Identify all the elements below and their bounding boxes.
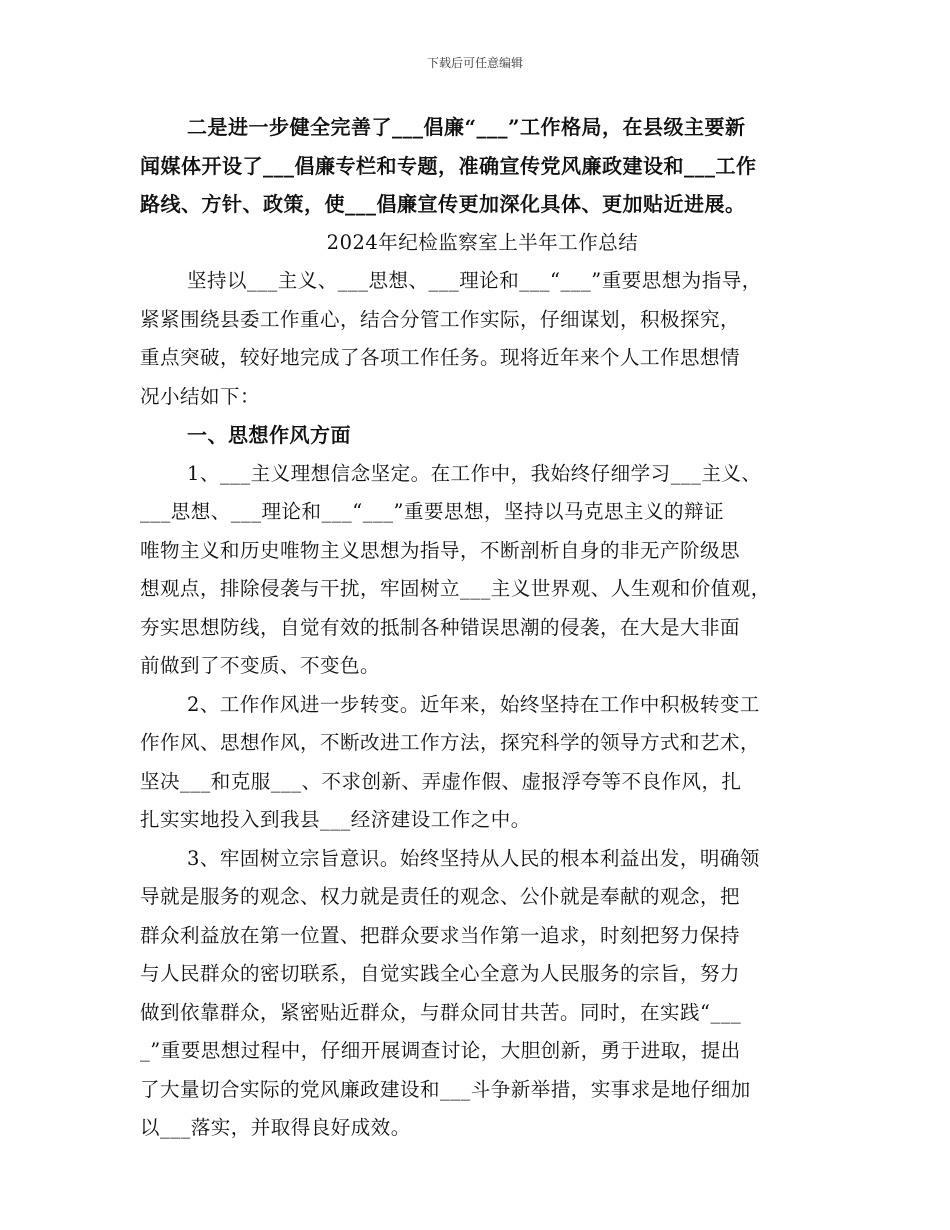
paragraph-line: 做到依靠群众，紧密贴近群众，与群众同甘共苦。同时，在实践“___ [140, 1000, 742, 1024]
paragraph-line: 重点突破，较好地完成了各项工作任务。现将近年来个人工作思想情 [140, 346, 741, 369]
paragraph-line: 1、___主义理想信念坚定。在工作中，我始终仔细学习___主义、 [187, 461, 762, 485]
paragraph-line: 与人民群众的密切联系，自觉实践全心全意为人民服务的宗旨，努力 [140, 962, 741, 985]
paragraph-line: 想观点，排除侵袭与干扰，牢固树立___主义世界观、人生观和价值观， [140, 577, 771, 600]
paragraph-line: 紧紧围绕县委工作重心，结合分管工作实际，仔细谋划，积极探究， [140, 307, 741, 331]
paragraph-line: 2、工作作风进一步转变。近年来，始终坚持在工作中积极转变工 [187, 692, 760, 716]
document-body [140, 108, 825, 1148]
document-title: 2024年纪检监察室上半年工作总结 [326, 230, 639, 254]
paragraph-line: 作作风、思想作风，不断改进工作方法，探究科学的领导方式和艺术， [140, 731, 761, 754]
paragraph-line: 以___落实，并取得良好成效。 [140, 1116, 411, 1139]
page-header: 下载后可任意编辑 [426, 56, 523, 70]
paragraph-line: 扎实实地投入到我县___经济建设工作之中。 [140, 808, 531, 831]
paragraph-line: 导就是服务的观念、权力就是责任的观念、公仆就是奉献的观念，把 [140, 885, 741, 908]
paragraph-line: 了大量切合实际的党风廉政建设和___斗争新举措，实事求是地仔细加 [140, 1077, 751, 1101]
paragraph-line: 坚决___和克服___、不求创新、弄虚作假、虚报浮夸等不良作风，扎 [140, 769, 742, 793]
paragraph-line: _”重要思想过程中，仔细开展调查讨论，大胆创新，勇于进取，提出 [140, 1039, 741, 1062]
section-heading: 一、思想作风方面 [187, 423, 351, 447]
paragraph-line: 唯物主义和历史唯物主义思想为指导，不断剖析自身的非无产阶级思 [140, 538, 741, 562]
paragraph-line: 况小结如下： [140, 384, 261, 408]
paragraph-line: 前做到了不变质、不变色。 [140, 654, 381, 677]
paragraph-line: 路线、方针、政策，使___倡廉宣传更加深化具体、更加贴近进展。 [140, 192, 746, 216]
paragraph-line: 3、牢固树立宗旨意识。始终坚持从人民的根本利益出发，明确领 [187, 846, 760, 870]
paragraph-line: 坚持以___主义、___思想、___理论和___“___”重要思想为指导， [187, 269, 762, 292]
paragraph-line: 二是进一步健全完善了___倡廉“___”工作格局，在县级主要新 [187, 115, 746, 139]
paragraph-line: ___思想、___理论和___“___”重要思想，坚持以马克思主义的辩证 [140, 500, 724, 523]
paragraph-line: 闻媒体开设了___倡廉专栏和专题，准确宣传党风廉政建设和___工作 [140, 153, 757, 178]
paragraph-line: 群众利益放在第一位置、把群众要求当作第一追求，时刻把努力保持 [140, 923, 741, 947]
paragraph-line: 夯实思想防线，自觉有效的抵制各种错误思潮的侵袭，在大是大非面 [140, 615, 741, 639]
